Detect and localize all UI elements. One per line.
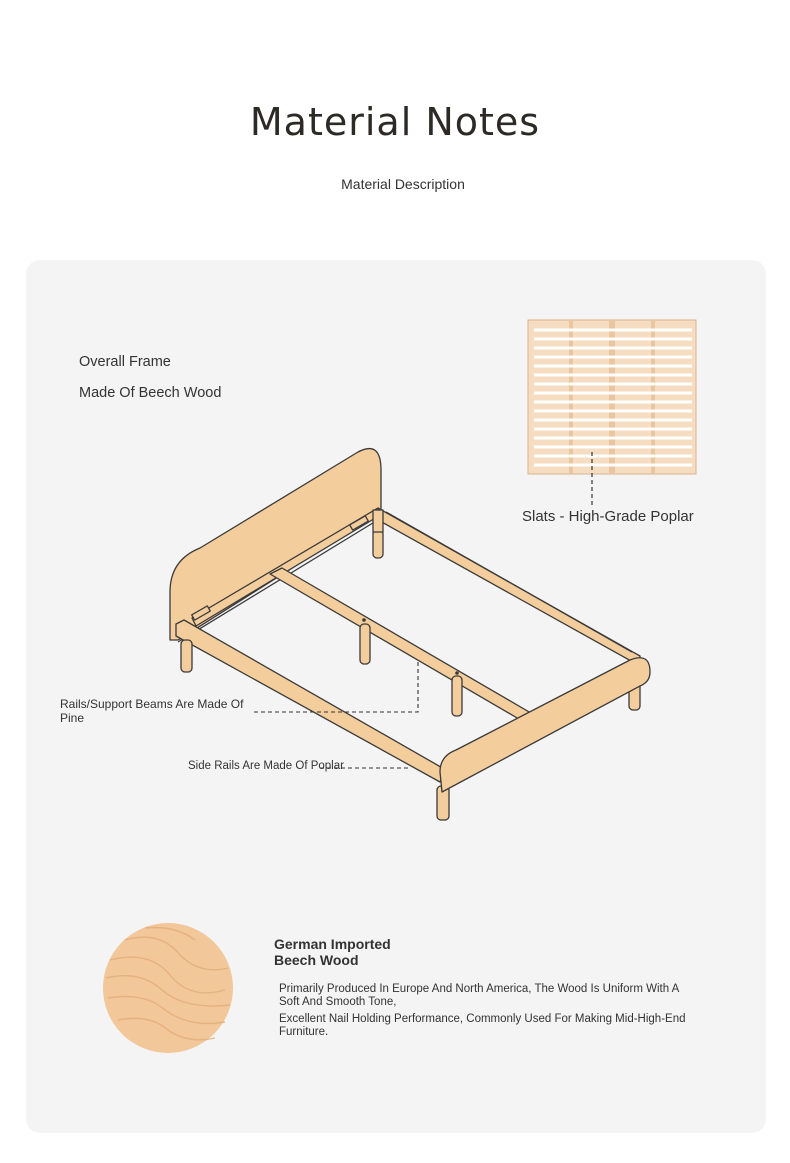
wood-title [274, 936, 391, 968]
page-subtitle: Material Description [341, 176, 465, 192]
slats-image [528, 320, 696, 508]
rails-label: Rails/Support Beams Are Made Of Pine [60, 697, 244, 725]
wood-description-1: Primarily Produced In Europe And North America, The Wood Is Uniform With A Soft And Smooth Tone, [279, 983, 679, 1008]
beech-wood-swatch [103, 923, 233, 1053]
wood-title-line2: Beech Wood [274, 952, 359, 968]
slats-label: Slats - High-Grade Poplar [522, 508, 694, 525]
frame-label-line1: Overall Frame [79, 354, 171, 370]
wood-title-line1: German Imported [274, 936, 391, 952]
wood-description-2: Excellent Nail Holding Performance, Commonly Used For Making Mid-High-End Furniture. [279, 1013, 686, 1038]
frame-label-line2: Made Of Beech Wood [79, 385, 222, 401]
page-title: Material Notes [249, 100, 541, 144]
side-rails-label: Side Rails Are Made Of Poplar [188, 760, 344, 772]
